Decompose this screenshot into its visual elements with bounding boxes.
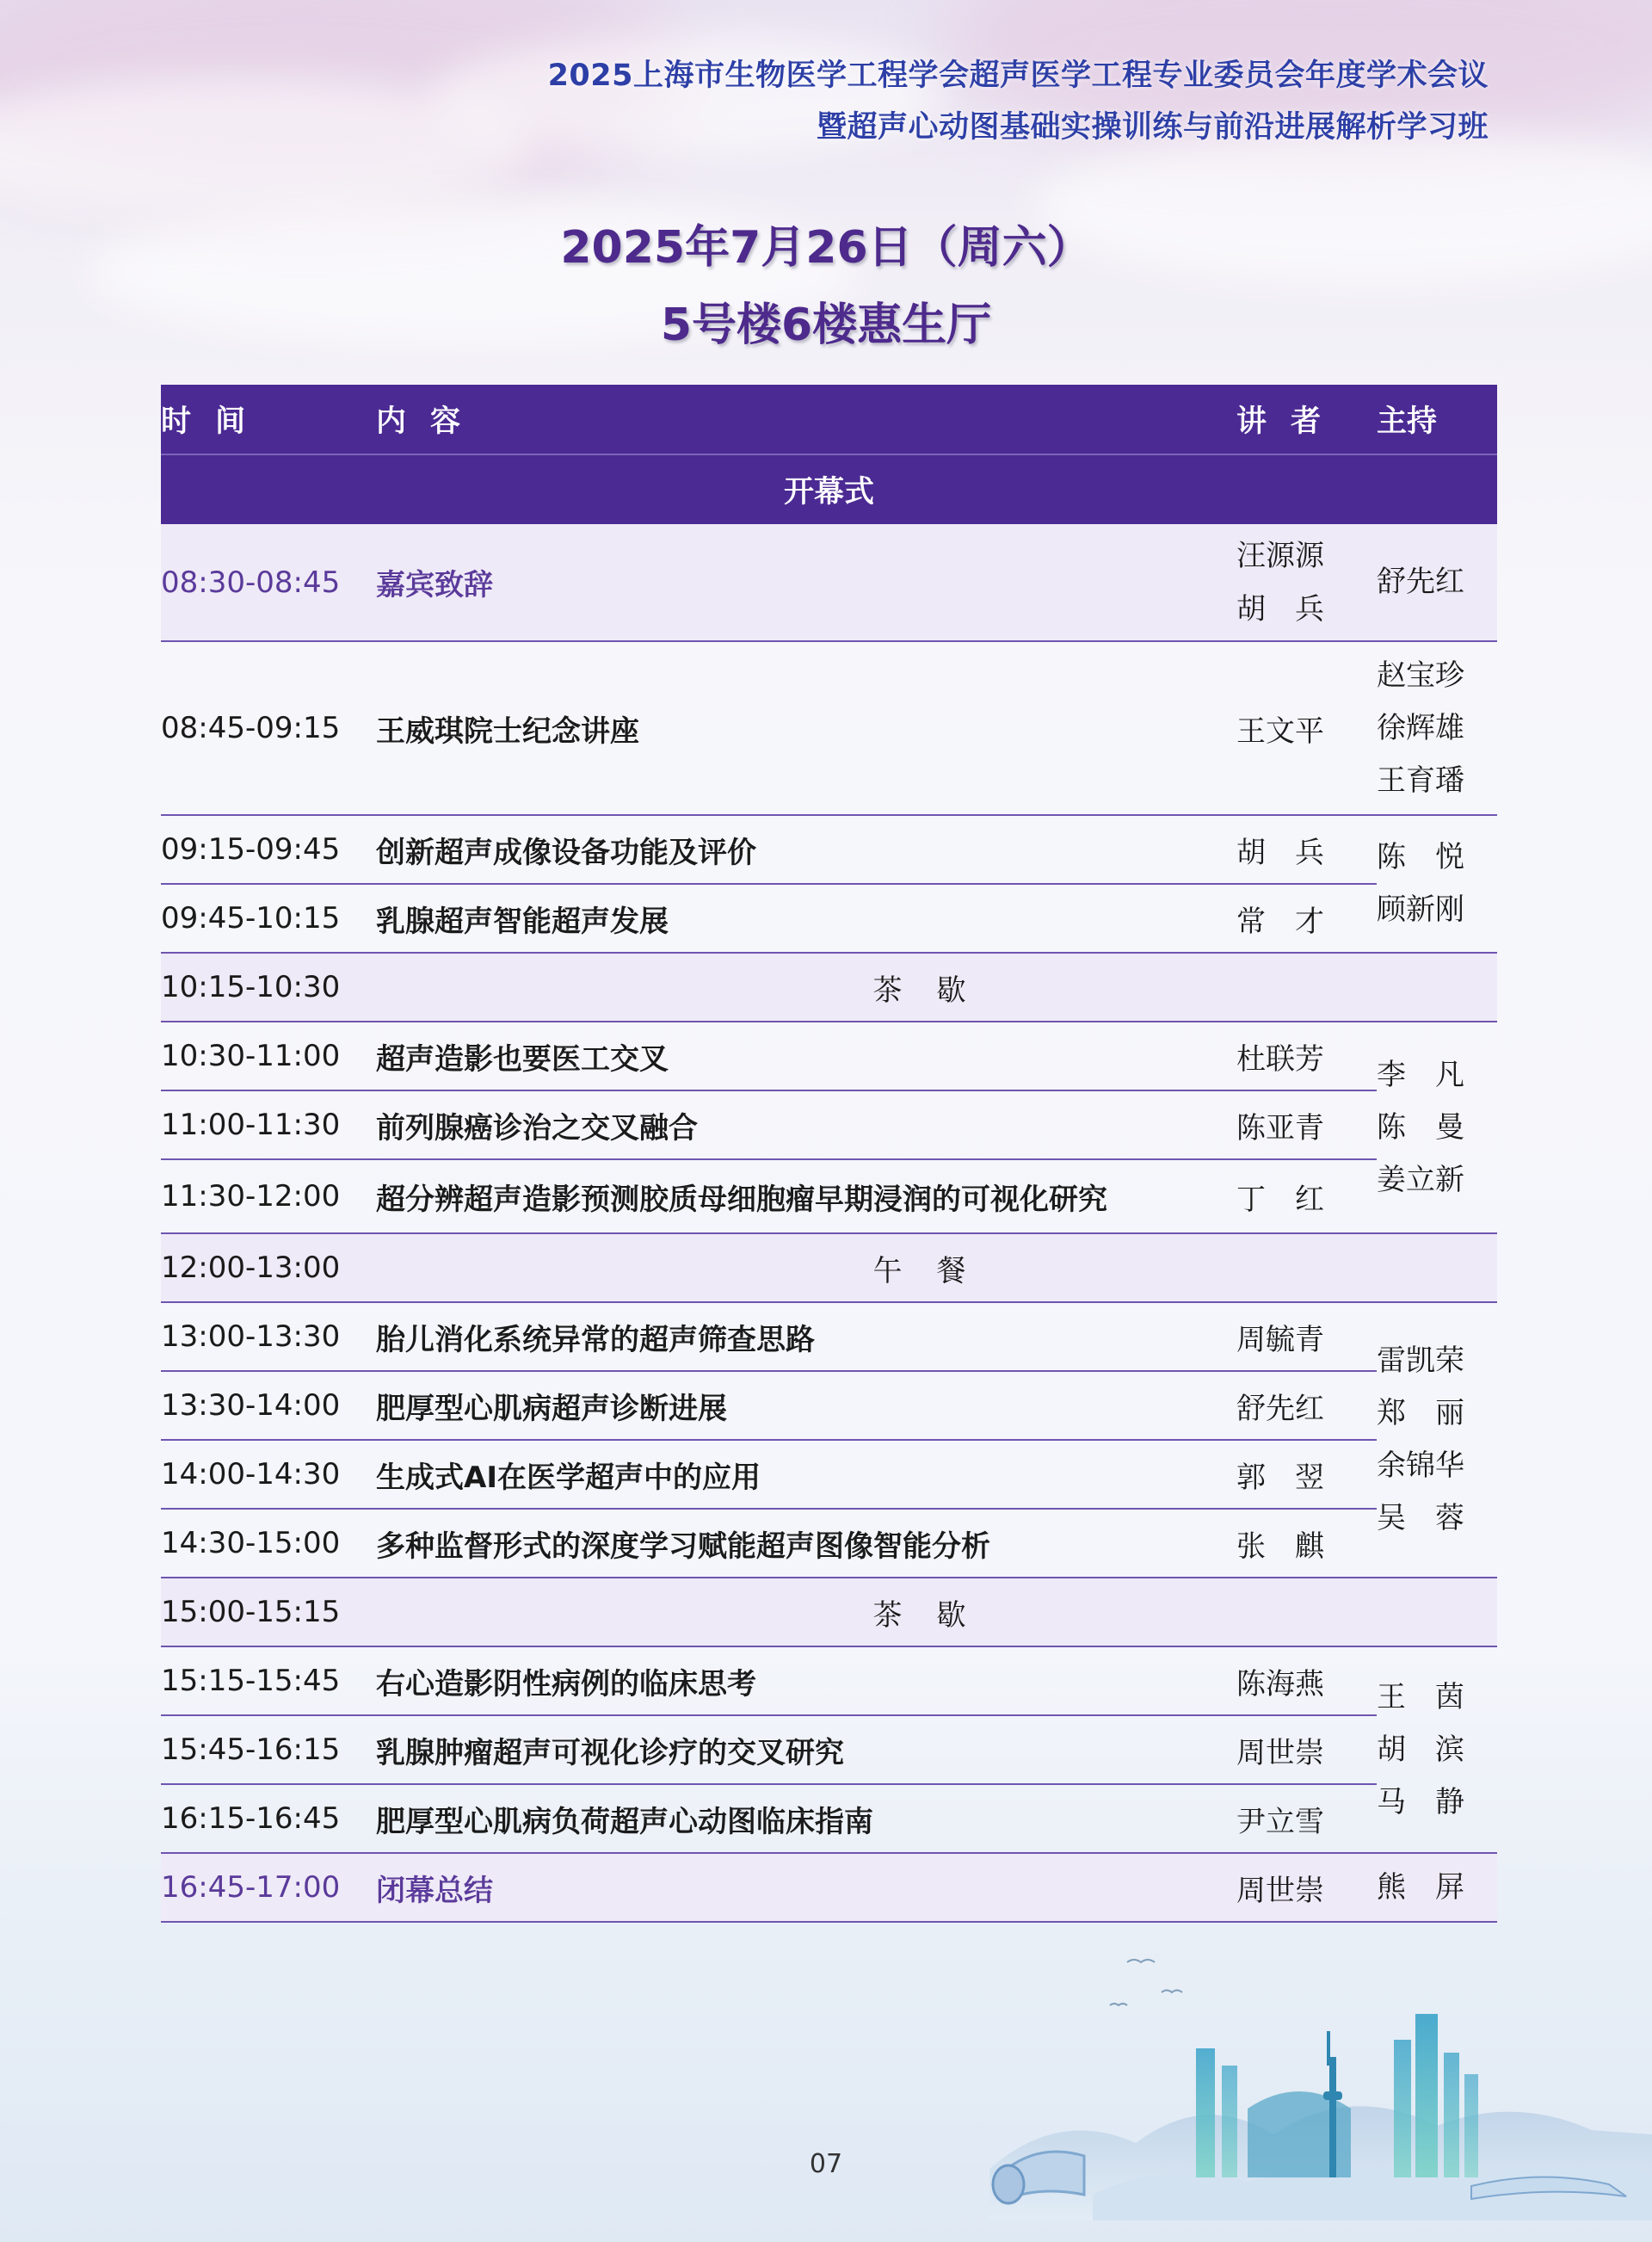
row-content: 生成式AI在医学超声中的应用 xyxy=(376,1440,1236,1509)
opening-row xyxy=(161,454,1497,524)
table-row xyxy=(161,1302,1497,1371)
speaker-name: 汪源源 xyxy=(1236,538,1324,573)
schedule-table xyxy=(161,385,1497,1923)
row-speaker: 常 才 xyxy=(1236,884,1377,953)
row-content: 肥厚型心肌病负荷超声心动图临床指南 xyxy=(376,1784,1236,1853)
row-time: 13:30-14:00 xyxy=(161,1371,376,1440)
row-speaker: 周世崇 xyxy=(1236,1853,1377,1922)
speaker-name: 胡 兵 xyxy=(1236,591,1324,627)
row-time: 15:00-15:15 xyxy=(161,1578,376,1646)
row-time: 09:45-10:15 xyxy=(161,884,376,953)
table-row xyxy=(161,1440,1497,1509)
row-time: 15:15-15:45 xyxy=(161,1646,376,1715)
row-content: 前列腺癌诊治之交叉融合 xyxy=(376,1090,1236,1159)
row-time: 11:30-12:00 xyxy=(161,1159,376,1233)
host-name: 顾新刚 xyxy=(1377,892,1464,927)
row-speaker: 郭 翌 xyxy=(1236,1440,1377,1509)
table-row xyxy=(161,1233,1497,1302)
row-content: 嘉宾致辞 xyxy=(376,524,1236,641)
row-speaker: 丁 红 xyxy=(1236,1159,1377,1233)
row-content: 王威琪院士纪念讲座 xyxy=(376,641,1236,815)
host-name: 陈 悦 xyxy=(1377,840,1464,874)
row-speaker: 陈亚青 xyxy=(1236,1090,1377,1159)
row-content: 乳腺超声智能超声发展 xyxy=(376,884,1236,953)
row-content: 胎儿消化系统异常的超声筛查思路 xyxy=(376,1302,1236,1371)
table-row xyxy=(161,641,1497,815)
tea-break-label: 茶歇 xyxy=(376,953,1497,1022)
host-name: 赵宝珍 xyxy=(1377,658,1464,693)
table-row xyxy=(161,1022,1497,1090)
host-name: 胡 滨 xyxy=(1377,1732,1464,1767)
tea-break-label: 茶歇 xyxy=(376,1578,1497,1646)
row-content: 超分辨超声造影预测胶质母细胞瘤早期浸润的可视化研究 xyxy=(376,1159,1236,1233)
row-time: 16:45-17:00 xyxy=(161,1853,376,1922)
row-speaker: 张 麒 xyxy=(1236,1509,1377,1578)
row-content: 创新超声成像设备功能及评价 xyxy=(376,815,1236,884)
row-time: 12:00-13:00 xyxy=(161,1233,376,1302)
schedule-date: 2025年7月26日（周六） xyxy=(560,222,1092,274)
row-host xyxy=(1377,1022,1497,1233)
table-row xyxy=(161,1578,1497,1646)
table-row xyxy=(161,1715,1497,1784)
host-name: 王育璠 xyxy=(1377,763,1464,798)
row-content: 右心造影阴性病例的临床思考 xyxy=(376,1646,1236,1715)
host-name: 熊 屏 xyxy=(1377,1869,1464,1905)
conference-title: 2025上海市生物医学工程学会超声医学工程专业委员会年度学术会议 xyxy=(547,59,1489,93)
host-name: 雷凯荣 xyxy=(1377,1343,1464,1378)
table-row xyxy=(161,1371,1497,1440)
row-speaker xyxy=(1236,524,1377,641)
host-name: 王 茵 xyxy=(1377,1679,1464,1714)
row-speaker: 王文平 xyxy=(1236,641,1377,815)
table-header-row xyxy=(161,385,1497,454)
row-time: 16:15-16:45 xyxy=(161,1784,376,1853)
row-speaker: 陈海燕 xyxy=(1236,1646,1377,1715)
row-content: 肥厚型心肌病超声诊断进展 xyxy=(376,1371,1236,1440)
host-name: 吴 蓉 xyxy=(1377,1501,1464,1535)
row-speaker: 杜联芳 xyxy=(1236,1022,1377,1090)
row-speaker: 周毓青 xyxy=(1236,1302,1377,1371)
row-time: 10:15-10:30 xyxy=(161,953,376,1022)
header-speaker: 讲者 xyxy=(1236,385,1377,454)
row-time: 14:30-15:00 xyxy=(161,1509,376,1578)
row-host xyxy=(1377,524,1497,641)
row-time: 08:30-08:45 xyxy=(161,524,376,641)
conference-subtitle: 暨超声心动图基础实操训练与前沿进展解析学习班 xyxy=(816,110,1489,145)
row-time: 10:30-11:00 xyxy=(161,1022,376,1090)
table-row xyxy=(161,1509,1497,1578)
header-time: 时间 xyxy=(161,385,376,454)
row-host xyxy=(1377,1646,1497,1853)
table-row xyxy=(161,1090,1497,1159)
row-content: 乳腺肿瘤超声可视化诊疗的交叉研究 xyxy=(376,1715,1236,1784)
row-content: 闭幕总结 xyxy=(376,1853,1236,1922)
row-time: 09:15-09:45 xyxy=(161,815,376,884)
opening-label: 开幕式 xyxy=(161,454,1497,524)
row-host xyxy=(1377,815,1497,953)
row-time: 14:00-14:30 xyxy=(161,1440,376,1509)
lunch-label: 午餐 xyxy=(376,1233,1497,1302)
table-row xyxy=(161,1646,1497,1715)
row-time: 15:45-16:15 xyxy=(161,1715,376,1784)
table-row xyxy=(161,953,1497,1022)
table-row xyxy=(161,1784,1497,1853)
row-time: 13:00-13:30 xyxy=(161,1302,376,1371)
host-name: 舒先红 xyxy=(1377,565,1464,599)
row-time: 11:00-11:30 xyxy=(161,1090,376,1159)
host-name: 郑 丽 xyxy=(1377,1396,1464,1430)
row-host xyxy=(1377,641,1497,815)
table-row xyxy=(161,524,1497,641)
row-speaker: 尹立雪 xyxy=(1236,1784,1377,1853)
host-name: 马 静 xyxy=(1377,1784,1464,1819)
host-name: 余锦华 xyxy=(1377,1448,1464,1483)
host-name: 陈 曼 xyxy=(1377,1109,1464,1145)
row-speaker: 周世崇 xyxy=(1236,1715,1377,1784)
row-host xyxy=(1377,1302,1497,1578)
row-content: 多种监督形式的深度学习赋能超声图像智能分析 xyxy=(376,1509,1236,1578)
schedule-venue: 5号楼6楼惠生厅 xyxy=(660,300,992,351)
header-host: 主持 xyxy=(1377,385,1497,454)
table-row xyxy=(161,1159,1497,1233)
host-name: 李 凡 xyxy=(1377,1057,1464,1092)
page-number: 07 xyxy=(809,2149,843,2179)
host-name: 徐辉雄 xyxy=(1377,710,1464,745)
row-speaker: 胡 兵 xyxy=(1236,815,1377,884)
table-row xyxy=(161,884,1497,953)
row-time: 08:45-09:15 xyxy=(161,641,376,815)
host-name: 姜立新 xyxy=(1377,1162,1464,1197)
table-row xyxy=(161,815,1497,884)
row-content: 超声造影也要医工交叉 xyxy=(376,1022,1236,1090)
row-speaker: 舒先红 xyxy=(1236,1371,1377,1440)
header-content: 内容 xyxy=(376,385,1236,454)
